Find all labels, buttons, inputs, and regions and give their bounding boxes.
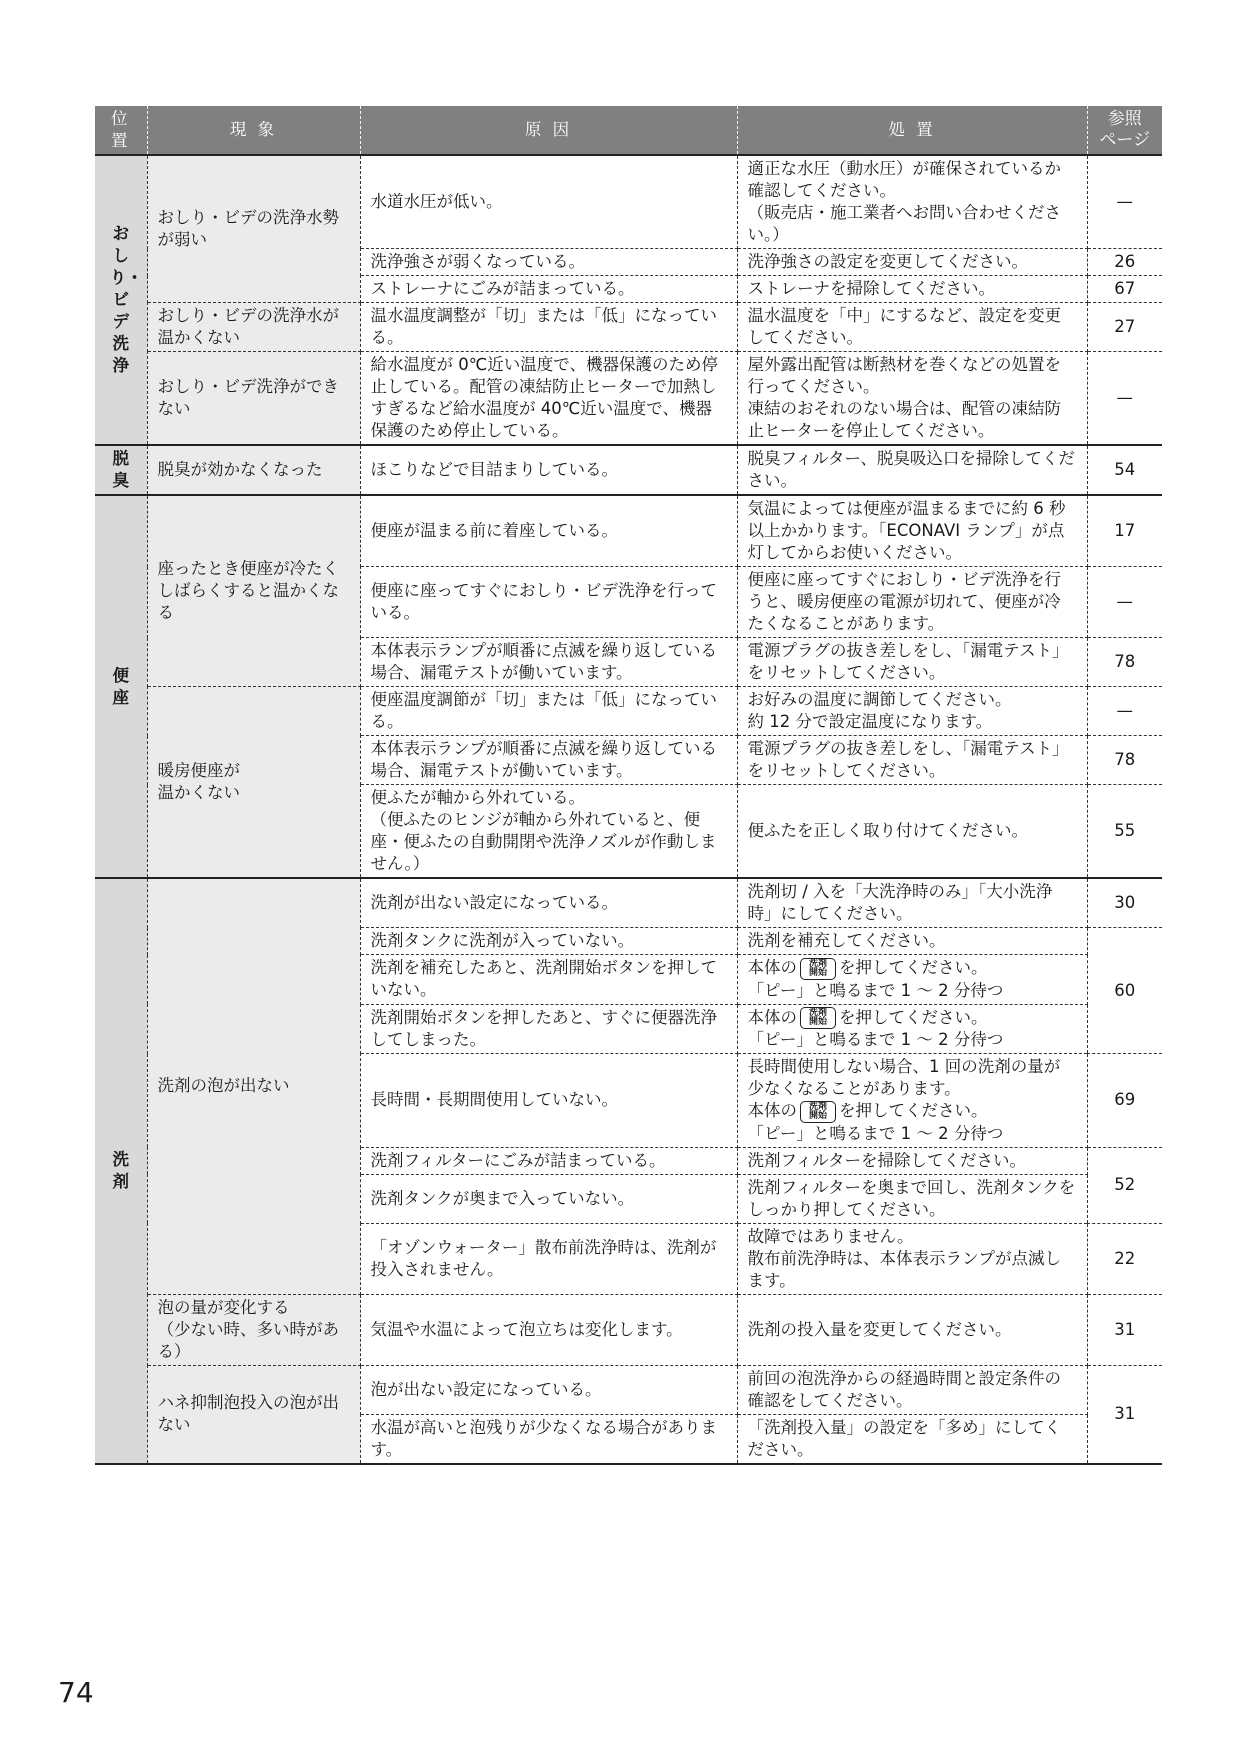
page-ref-cell: —	[1087, 687, 1162, 736]
detergent-start-key-icon: 洗剤 開始	[800, 1101, 836, 1123]
remedy-cell: 洗剤を補充してください。	[737, 928, 1087, 955]
remedy-cell: 洗剤の投入量を変更してください。	[737, 1294, 1087, 1365]
cause-cell: 洗剤が出ない設定になっている。	[360, 878, 737, 928]
page-ref-cell: 78	[1087, 638, 1162, 687]
symptom-cell: 泡の量が変化する （少ない時、多い時がある）	[147, 1294, 360, 1365]
position-cell: おしり・ビデ洗浄	[95, 155, 147, 445]
remedy-cell: 洗浄強さの設定を変更してください。	[737, 249, 1087, 276]
cause-cell: 気温や水温によって泡立ちは変化します。	[360, 1294, 737, 1365]
symptom-cell: 暖房便座が 温かくない	[147, 687, 360, 879]
position-cell: 洗剤	[95, 878, 147, 1464]
table-header	[95, 106, 1162, 155]
remedy-cell: 気温によっては便座が温まるまでに約 6 秒以上かかります。「ECONAVI ランプ」が点灯してからお使いください。	[737, 495, 1087, 567]
page-ref-cell: —	[1087, 352, 1162, 446]
page-ref-cell: 69	[1087, 1054, 1162, 1148]
detergent-start-key-icon: 洗剤 開始	[800, 1007, 836, 1029]
cause-cell: 水温が高いと泡残りが少なくなる場合があります。	[360, 1414, 737, 1464]
page-ref-cell: 30	[1087, 878, 1162, 928]
remedy-cell: 本体の 洗剤 開始 を押してください。 「ピー」と鳴るまで 1 ～ 2 分待つ	[737, 955, 1087, 1005]
remedy-cell: 故障ではありません。 散布前洗浄時は、本体表示ランプが点滅します。	[737, 1223, 1087, 1294]
header-symptom: 現 象	[147, 106, 360, 155]
cause-cell: 洗浄強さが弱くなっている。	[360, 249, 737, 276]
page-ref-cell: 67	[1087, 276, 1162, 303]
page-ref-cell: 78	[1087, 736, 1162, 785]
table-row	[95, 495, 1162, 567]
symptom-cell: おしり・ビデ洗浄ができない	[147, 352, 360, 446]
page-ref-cell: 52	[1087, 1147, 1162, 1223]
remedy-cell: 長時間使用しない場合、1 回の洗剤の量が少なくなることがあります。 本体の 洗剤 開始 を押してください。 「ピー」と鳴るまで 1 ～ 2 分待つ	[737, 1054, 1087, 1148]
remedy-cell: 便ふたを正しく取り付けてください。	[737, 785, 1087, 879]
remedy-cell: 適正な水圧（動水圧）が確保されているか確認してください。 （販売店・施工業者へお問い合わせください。）	[737, 155, 1087, 249]
table-row	[95, 352, 1162, 446]
symptom-cell: おしり・ビデの洗浄水が温かくない	[147, 303, 360, 352]
remedy-cell: 「洗剤投入量」の設定を「多め」にしてください。	[737, 1414, 1087, 1464]
table-row	[95, 1365, 1162, 1414]
page-ref-cell: 60	[1087, 928, 1162, 1054]
cause-cell: 長時間・長期間使用していない。	[360, 1054, 737, 1148]
remedy-cell: 便座に座ってすぐにおしり・ビデ洗浄を行うと、暖房便座の電源が切れて、便座が冷たくなることがあります。	[737, 567, 1087, 638]
remedy-cell: 電源プラグの抜き差しをし、「漏電テスト」をリセットしてください。	[737, 638, 1087, 687]
page-ref-cell: —	[1087, 155, 1162, 249]
symptom-cell: 座ったとき便座が冷たくしばらくすると温かくなる	[147, 495, 360, 687]
remedy-cell: 本体の 洗剤 開始 を押してください。 「ピー」と鳴るまで 1 ～ 2 分待つ	[737, 1004, 1087, 1054]
page-ref-cell: 31	[1087, 1294, 1162, 1365]
page-ref-cell: 55	[1087, 785, 1162, 879]
page-ref-cell: 27	[1087, 303, 1162, 352]
remedy-cell: 屋外露出配管は断熱材を巻くなどの処置を行ってください。 凍結のおそれのない場合は、配管の凍結防止ヒーターを停止してください。	[737, 352, 1087, 446]
cause-cell: 便座に座ってすぐにおしり・ビデ洗浄を行っている。	[360, 567, 737, 638]
cause-cell: 便ふたが軸から外れている。 （便ふたのヒンジが軸から外れていると、便座・便ふたの自動開閉や洗浄ノズルが作動しません。）	[360, 785, 737, 879]
table-row	[95, 155, 1162, 249]
page-ref-cell: 26	[1087, 249, 1162, 276]
page-ref-cell: 22	[1087, 1223, 1162, 1294]
position-cell: 便座	[95, 495, 147, 878]
cause-cell: 洗剤開始ボタンを押したあと、すぐに便器洗浄してしまった。	[360, 1004, 737, 1054]
remedy-cell: 脱臭フィルター、脱臭吸込口を掃除してください。	[737, 445, 1087, 495]
cause-cell: 本体表示ランプが順番に点滅を繰り返している場合、漏電テストが働いています。	[360, 736, 737, 785]
cause-cell: 泡が出ない設定になっている。	[360, 1365, 737, 1414]
remedy-cell: 前回の泡洗浄からの経過時間と設定条件の確認をしてください。	[737, 1365, 1087, 1414]
cause-cell: 洗剤を補充したあと、洗剤開始ボタンを押していない。	[360, 955, 737, 1005]
cause-cell: 温水温度調整が「切」または「低」になっている。	[360, 303, 737, 352]
position-cell: 脱臭	[95, 445, 147, 495]
remedy-cell: 洗剤切 / 入を「大洗浄時のみ」「大小洗浄時」にしてください。	[737, 878, 1087, 928]
detergent-start-key-icon: 洗剤 開始	[800, 958, 836, 980]
table-row	[95, 445, 1162, 495]
cause-cell: 本体表示ランプが順番に点滅を繰り返している場合、漏電テストが働いています。	[360, 638, 737, 687]
symptom-cell: ハネ抑制泡投入の泡が出ない	[147, 1365, 360, 1464]
page-number: 74	[58, 1676, 94, 1709]
symptom-cell: 脱臭が効かなくなった	[147, 445, 360, 495]
table-body	[95, 155, 1162, 1464]
table-row	[95, 1294, 1162, 1365]
cause-cell: ほこりなどで目詰まりしている。	[360, 445, 737, 495]
cause-cell: 洗剤タンクが奥まで入っていない。	[360, 1174, 737, 1223]
header-position: 位置	[95, 106, 147, 155]
cause-cell: 便座が温まる前に着座している。	[360, 495, 737, 567]
remedy-cell: ストレーナを掃除してください。	[737, 276, 1087, 303]
troubleshooting-table	[95, 106, 1162, 1465]
remedy-cell: 洗剤フィルターを奥まで回し、洗剤タンクをしっかり押してください。	[737, 1174, 1087, 1223]
table-row	[95, 687, 1162, 736]
table-row	[95, 303, 1162, 352]
header-cause: 原 因	[360, 106, 737, 155]
remedy-cell: 温水温度を「中」にするなど、設定を変更してください。	[737, 303, 1087, 352]
symptom-cell: おしり・ビデの洗浄水勢が弱い	[147, 155, 360, 303]
cause-cell: 水道水圧が低い。	[360, 155, 737, 249]
symptom-cell: 洗剤の泡が出ない	[147, 878, 360, 1294]
cause-cell: 便座温度調節が「切」または「低」になっている。	[360, 687, 737, 736]
page-ref-cell: 31	[1087, 1365, 1162, 1464]
cause-cell: 「オゾンウォーター」散布前洗浄時は、洗剤が投入されません。	[360, 1223, 737, 1294]
cause-cell: 洗剤フィルターにごみが詰まっている。	[360, 1147, 737, 1174]
header-remedy: 処 置	[737, 106, 1087, 155]
page-ref-cell: —	[1087, 567, 1162, 638]
remedy-cell: 洗剤フィルターを掃除してください。	[737, 1147, 1087, 1174]
header-page: 参照 ページ	[1087, 106, 1162, 155]
cause-cell: 洗剤タンクに洗剤が入っていない。	[360, 928, 737, 955]
remedy-cell: お好みの温度に調節してください。 約 12 分で設定温度になります。	[737, 687, 1087, 736]
page-ref-cell: 17	[1087, 495, 1162, 567]
page-ref-cell: 54	[1087, 445, 1162, 495]
table-row	[95, 878, 1162, 928]
cause-cell: 給水温度が 0℃近い温度で、機器保護のため停止している。配管の凍結防止ヒーターで加熱しすぎるなど給水温度が 40℃近い温度で、機器保護のため停止している。	[360, 352, 737, 446]
cause-cell: ストレーナにごみが詰まっている。	[360, 276, 737, 303]
remedy-cell: 電源プラグの抜き差しをし、「漏電テスト」をリセットしてください。	[737, 736, 1087, 785]
